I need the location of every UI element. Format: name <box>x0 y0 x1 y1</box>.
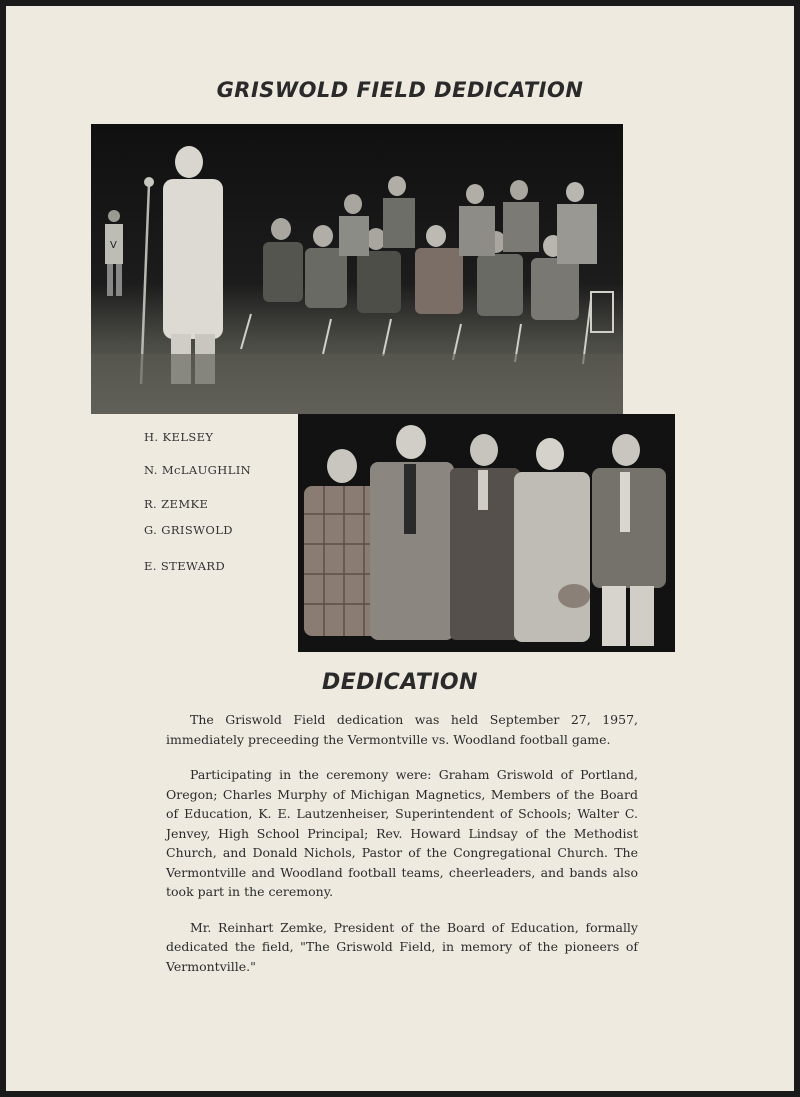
paragraph-2: Participating in the ceremony were: Graham Griswold of Portland, Oregon; Charles Murphy of Michigan Magnetics, Members of the Board of Education, K. E. Lautzenheiser, Superintendent of Schools; Walter C. Jenvey, High School Principal; Rev. Howard Lindsay of the Methodist Church, and Donald Nichols, Pastor of the Congregational Church. The Vermontville and Woodland football teams, cheerleaders, and bands also took part in the ceremony. <box>166 767 638 899</box>
paragraph-1: The Griswold Field dedication was held September 27, 1957, immediately preceeding the Vermontville vs. Woodland football game. <box>166 712 638 747</box>
name-kelsey: H. KELSEY <box>144 430 214 444</box>
yearbook-page <box>6 6 794 1091</box>
page-title: GRISWOLD FIELD DEDICATION <box>216 78 584 102</box>
ceremony-photo <box>91 124 623 414</box>
ceremony-photo-image <box>91 124 623 414</box>
paragraph-3: Mr. Reinhart Zemke, President of the Board of Education, formally dedicated the field, "The Griswold Field, in memory of the pioneers of Vermontville." <box>166 919 638 974</box>
dedication-article <box>166 710 638 992</box>
group-portrait-photo <box>298 414 675 652</box>
name-mclaughlin: N. McLAUGHLIN <box>144 463 252 477</box>
name-steward: E. STEWARD <box>144 559 226 573</box>
name-zemke: R. ZEMKE <box>144 497 209 511</box>
group-portrait-image <box>298 414 675 652</box>
section-title: DEDICATION <box>321 670 479 695</box>
name-griswold: G. GRISWOLD <box>144 523 233 537</box>
sign-letter: V <box>110 240 117 251</box>
